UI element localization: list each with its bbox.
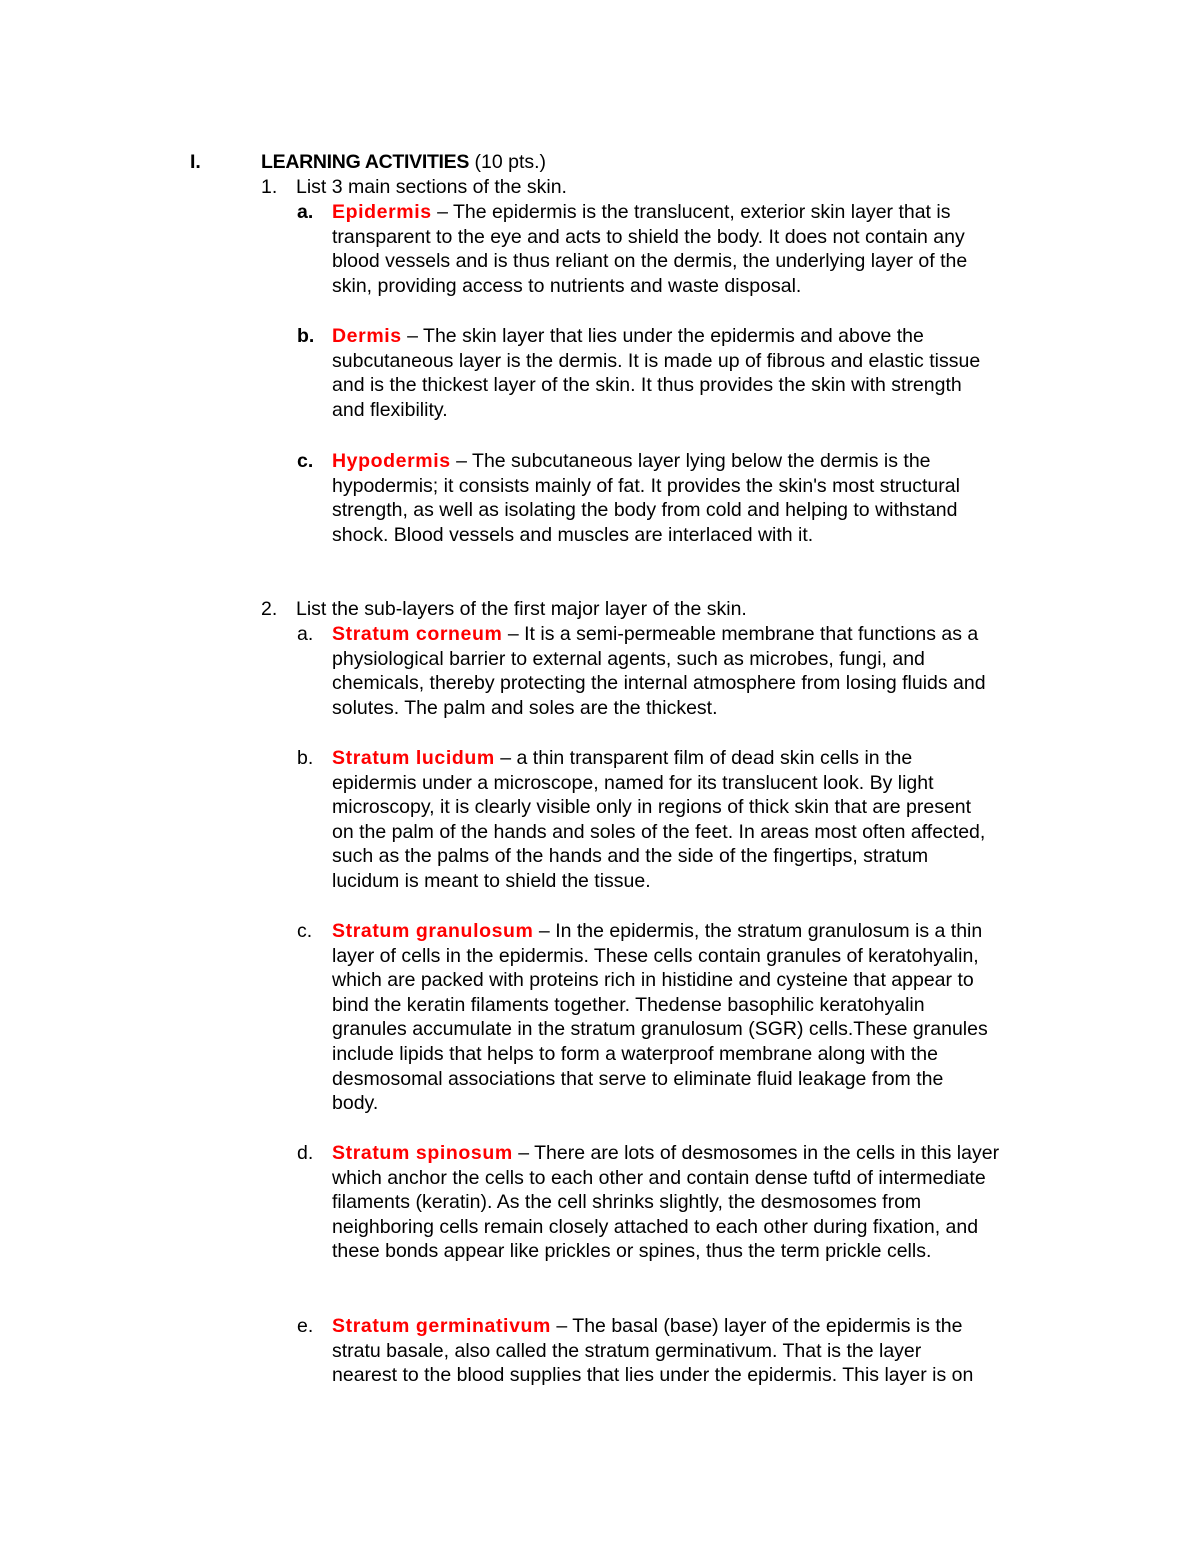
item-line: and is the thickest layer of the skin. It thus provides the skin with strength: [332, 374, 962, 397]
item-text: It is a semi-permeable membrane that functions as a: [524, 623, 979, 645]
term-label: Dermis: [332, 325, 402, 347]
item-body: [332, 919, 1067, 1116]
question-1: [261, 175, 1081, 201]
item-text: The subcutaneous layer lying below the dermis is the: [472, 450, 931, 472]
term-dash: –: [494, 747, 517, 769]
term-dash: –: [401, 325, 424, 347]
item-letter: e.: [297, 1315, 314, 1337]
question-text: List 3 main sections of the skin.: [296, 176, 567, 198]
item-line: subcutaneous layer is the dermis. It is made up of fibrous and elastic tissue: [332, 349, 981, 372]
item-line: [332, 449, 1067, 474]
item-body: [332, 746, 1067, 894]
section-title-wrap: [261, 150, 546, 175]
item-text: The skin layer that lies under the epidermis and above the: [423, 325, 924, 347]
question-2: [261, 597, 1081, 623]
item-body: [332, 622, 1067, 720]
section-number: I.: [190, 151, 201, 173]
item-body: [332, 1314, 1067, 1388]
item-letter: b.: [297, 325, 315, 347]
section-heading: [190, 150, 1090, 176]
item-line: chemicals, thereby protecting the internal atmosphere from losing fluids and: [332, 672, 986, 695]
item-line: [332, 1141, 1067, 1166]
item-line: such as the palms of the hands and the side of the fingertips, stratum: [332, 845, 929, 868]
item-line: neighboring cells remain closely attached to each other during fixation, and: [332, 1215, 979, 1238]
item-text: In the epidermis, the stratum granulosum is a thin: [555, 920, 983, 942]
item-text: a thin transparent film of dead skin cells in the: [516, 747, 913, 769]
item-line: bind the keratin filaments together. Thedense basophilic keratohyalin: [332, 993, 925, 1016]
item-line: layer of cells in the epidermis. These cells contain granules of keratohyalin,: [332, 944, 979, 967]
item-letter: b.: [297, 747, 314, 769]
item-line: [332, 324, 1067, 349]
item-line: [332, 1314, 1067, 1339]
item-body: [332, 324, 1067, 422]
section-points: (10 pts.): [469, 151, 547, 173]
question-number: 2.: [261, 598, 278, 620]
term-label: Stratum germinativum: [332, 1315, 551, 1337]
item-letter: a.: [297, 623, 314, 645]
item-line: [332, 746, 1067, 771]
question-number: 1.: [261, 176, 278, 198]
item-line: strength, as well as isolating the body from cold and helping to withstand: [332, 499, 958, 522]
item-line: which anchor the cells to each other and contain dense tuftd of intermediate: [332, 1166, 986, 1189]
item-line: hypodermis; it consists mainly of fat. It provides the skin's most structural: [332, 474, 960, 497]
item-line: nearest to the blood supplies that lies under the epidermis. This layer is on: [332, 1364, 974, 1387]
item-text: The basal (base) layer of the epidermis is the: [572, 1315, 963, 1337]
item-line: blood vessels and is thus reliant on the dermis, the underlying layer of the: [332, 250, 968, 273]
term-label: Hypodermis: [332, 450, 451, 472]
item-line: body.: [332, 1092, 379, 1115]
item-line: filaments (keratin). As the cell shrinks slightly, the desmosomes from: [332, 1191, 922, 1214]
item-line: granules accumulate in the stratum granulosum (SGR) cells.These granules: [332, 1018, 988, 1041]
item-letter: c.: [297, 920, 313, 942]
term-label: Epidermis: [332, 201, 432, 223]
item-line: shock. Blood vessels and muscles are interlaced with it.: [332, 523, 814, 546]
item-line: and flexibility.: [332, 398, 448, 421]
item-line: epidermis under a microscope, named for its translucent look. By light: [332, 771, 934, 794]
term-label: Stratum granulosum: [332, 920, 534, 942]
item-line: [332, 919, 1067, 944]
term-label: Stratum spinosum: [332, 1142, 513, 1164]
term-label: Stratum lucidum: [332, 747, 495, 769]
item-line: [332, 200, 1067, 225]
term-dash: –: [533, 920, 556, 942]
term-dash: –: [502, 623, 525, 645]
question-text: List the sub-layers of the first major layer of the skin.: [296, 598, 747, 620]
item-line: stratu basale, also called the stratum germinativum. That is the layer: [332, 1339, 922, 1362]
item-line: these bonds appear like prickles or spines, thus the term prickle cells.: [332, 1240, 932, 1263]
term-dash: –: [431, 201, 454, 223]
term-dash: –: [550, 1315, 573, 1337]
term-label: Stratum corneum: [332, 623, 503, 645]
item-text: There are lots of desmosomes in the cells in this layer: [534, 1142, 1000, 1164]
item-line: solutes. The palm and soles are the thickest.: [332, 696, 718, 719]
item-line: physiological barrier to external agents, such as microbes, fungi, and: [332, 647, 925, 670]
item-letter: a.: [297, 201, 314, 223]
item-line: on the palm of the hands and soles of the feet. In areas most often affected,: [332, 820, 986, 843]
item-text: The epidermis is the translucent, exterior skin layer that is: [453, 201, 951, 223]
item-line: transparent to the eye and acts to shield the body. It does not contain any: [332, 225, 965, 248]
item-letter: d.: [297, 1142, 314, 1164]
item-body: [332, 200, 1067, 298]
item-letter: c.: [297, 450, 314, 472]
item-line: [332, 622, 1067, 647]
item-body: [332, 1141, 1067, 1264]
term-dash: –: [512, 1142, 535, 1164]
section-title: LEARNING ACTIVITIES: [261, 151, 470, 173]
item-line: desmosomal associations that serve to eliminate fluid leakage from the: [332, 1067, 944, 1090]
item-body: [332, 449, 1067, 547]
term-dash: –: [450, 450, 473, 472]
item-line: lucidum is meant to shield the tissue.: [332, 869, 651, 892]
item-line: which are packed with proteins rich in histidine and cysteine that appear to: [332, 969, 974, 992]
item-line: microscopy, it is clearly visible only in regions of thick skin that are present: [332, 796, 972, 819]
item-line: include lipids that helps to form a waterproof membrane along with the: [332, 1042, 938, 1065]
item-line: skin, providing access to nutrients and waste disposal.: [332, 274, 802, 297]
